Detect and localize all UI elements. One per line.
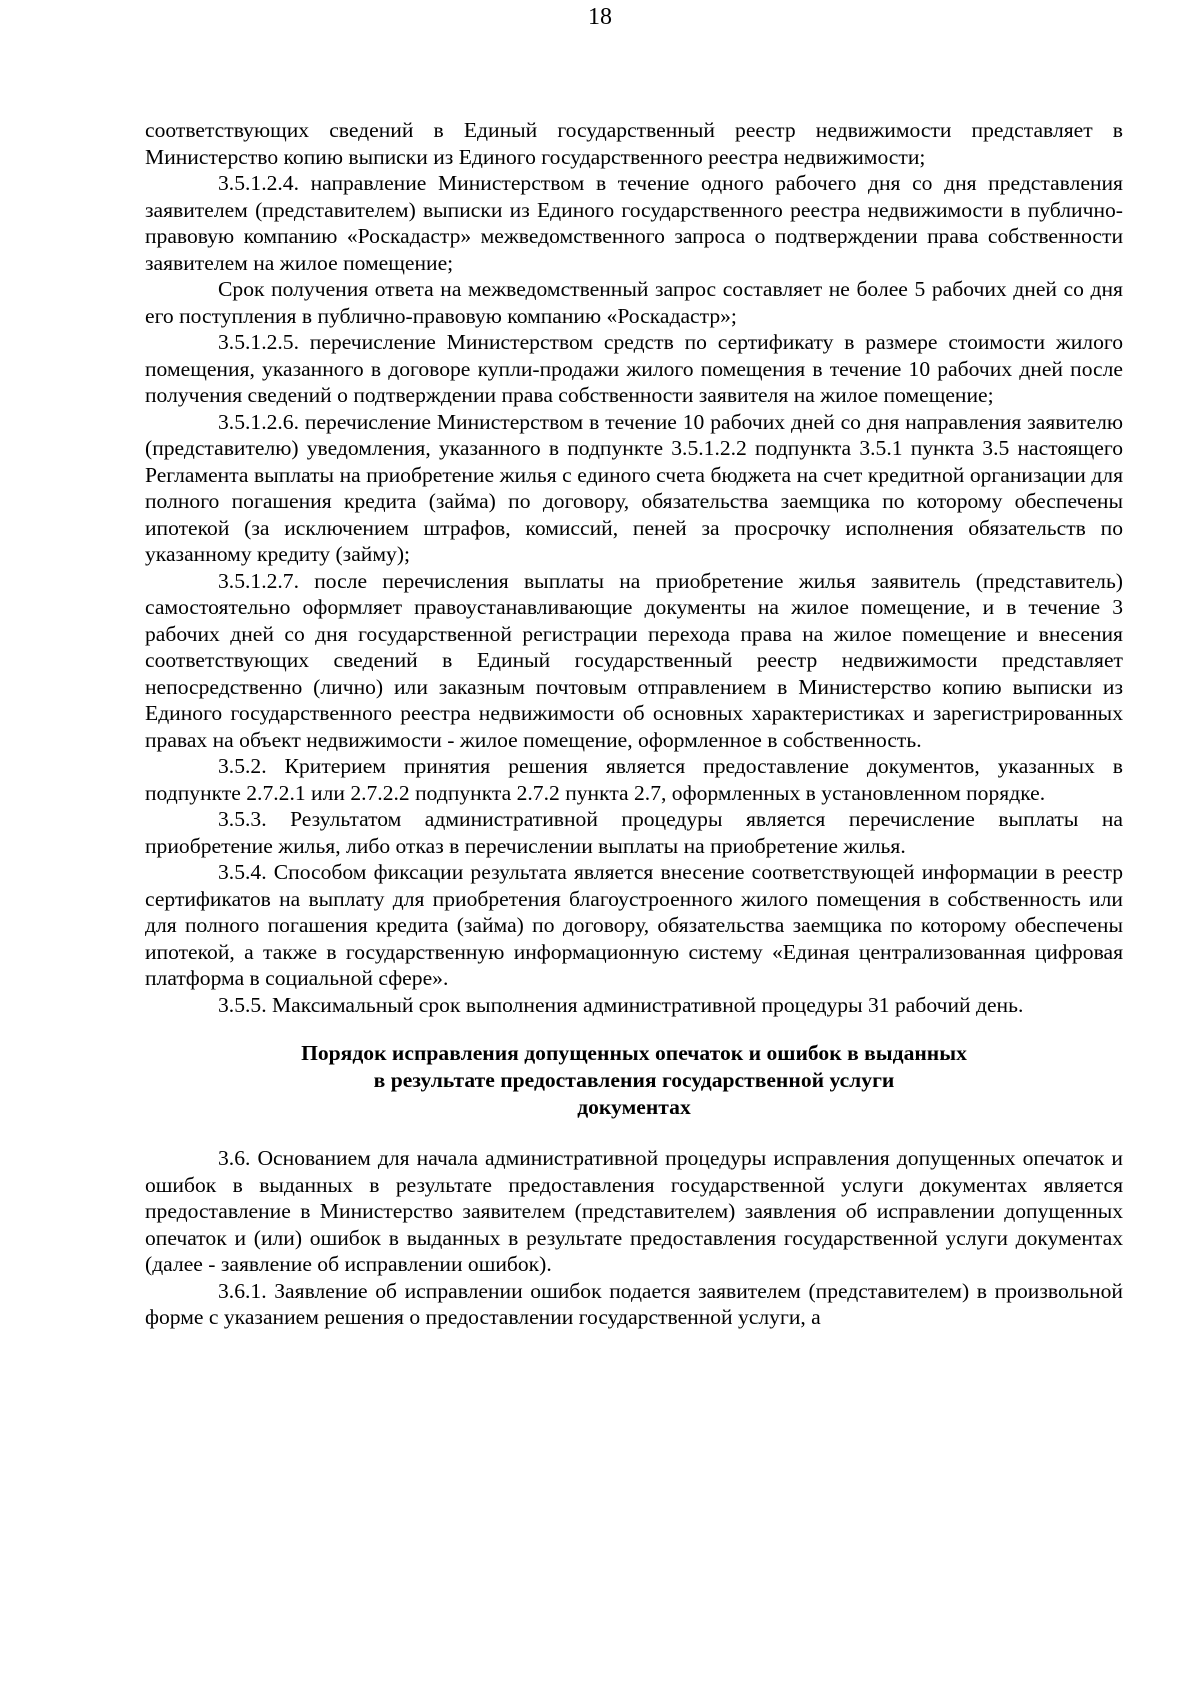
section-heading-line-2: в результате предоставления государственной услуги	[373, 1068, 895, 1092]
paragraph-3-6: 3.6. Основанием для начала административной процедуры исправления допущенных опечаток и ошибок в выданных в результате предоставления государственной услуги документах является предоставление в Министерство заявителем (представителем) заявления об исправлении допущенных опечаток и (или) ошибок в выданных в результате предоставления государственной услуги документах (далее - заявление об исправлении ошибок).	[145, 1146, 1123, 1276]
paragraph-3-5-1-2-6: 3.5.1.2.6. перечисление Министерством в течение 10 рабочих дней со дня направления заявителю (представителю) уведомления, указанного в подпункте 3.5.1.2.2 подпункта 3.5.1 пункта 3.5 настоящего Регламента выплаты на приобретение жилья с единого счета бюджета на счет кредитной организации для полного погашения кредита (займа) по договору, обязательства заемщика по которому обеспечены ипотекой (за исключением штрафов, комиссий, пеней за просрочку исполнения обязательств по указанному кредиту (займу);	[145, 409, 1123, 566]
document-body	[145, 117, 1123, 1331]
paragraph-3-5-2: 3.5.2. Критерием принятия решения является предоставление документов, указанных в подпункте 2.7.2.1 или 2.7.2.2 подпункта 2.7.2 пункта 2.7, оформленных в установленном порядке.	[145, 754, 1123, 805]
paragraph-3-5-3: 3.5.3. Результатом административной процедуры является перечисление выплаты на приобретение жилья, либо отказ в перечислении выплаты на приобретение жилья.	[145, 807, 1123, 858]
paragraph-3-5-1-2-5: 3.5.1.2.5. перечисление Министерством средств по сертификату в размере стоимости жилого помещения, указанного в договоре купли-продажи жилого помещения в течение 10 рабочих дней после получения сведений о подтверждении права собственности заявителя на жилое помещение;	[145, 330, 1123, 407]
paragraph-response-deadline: Срок получения ответа на межведомственный запрос составляет не более 5 рабочих дней со дня его поступления в публично-правовую компанию «Роскадастр»;	[145, 277, 1123, 328]
section-heading-line-1: Порядок исправления допущенных опечаток и ошибок в выданных	[301, 1041, 967, 1065]
paragraph-3-5-1-2-7: 3.5.1.2.7. после перечисления выплаты на приобретение жилья заявитель (представитель) самостоятельно оформляет правоустанавливающие документы на жилое помещение, и в течение 3 рабочих дней со дня государственной регистрации перехода права на жилое помещение и внесения соответствующих сведений в Единый государственный реестр недвижимости представляет непосредственно (лично) или заказным почтовым отправлением в Министерство копию выписки из Единого государственного реестра недвижимости об основных характеристиках и зарегистрированных правах на объект недвижимости - жилое помещение, оформленное в собственность.	[145, 568, 1123, 752]
paragraph-3-5-1-2-4: 3.5.1.2.4. направление Министерством в течение одного рабочего дня со дня представления заявителем (представителем) выписки из Единого государственного реестра недвижимости в публично-правовую компанию «Роскадастр» межведомственного запроса о подтверждении права собственности заявителем на жилое помещение;	[145, 171, 1123, 275]
page-number: 18	[588, 4, 612, 30]
paragraph-3-6-1: 3.6.1. Заявление об исправлении ошибок подается заявителем (представителем) в произвольной форме с указанием решения о предоставлении государственной услуги, а	[145, 1278, 1123, 1329]
paragraph-continuation: соответствующих сведений в Единый государственный реестр недвижимости представляет в Министерство копию выписки из Единого государственного реестра недвижимости;	[145, 118, 1123, 169]
paragraph-3-5-4: 3.5.4. Способом фиксации результата является внесение соответствующей информации в реестр сертификатов на выплату для приобретения благоустроенного жилого помещения в собственность или для полного погашения кредита (займа) по договору, обязательства заемщика по которому обеспечены ипотекой, а также в государственную информационную систему «Единая централизованная цифровая платформа в социальной сфере».	[145, 860, 1123, 990]
section-heading-line-3: документах	[577, 1095, 691, 1119]
section-heading	[145, 1040, 1123, 1121]
paragraph-3-5-5: 3.5.5. Максимальный срок выполнения административной процедуры 31 рабочий день.	[218, 992, 1024, 1017]
